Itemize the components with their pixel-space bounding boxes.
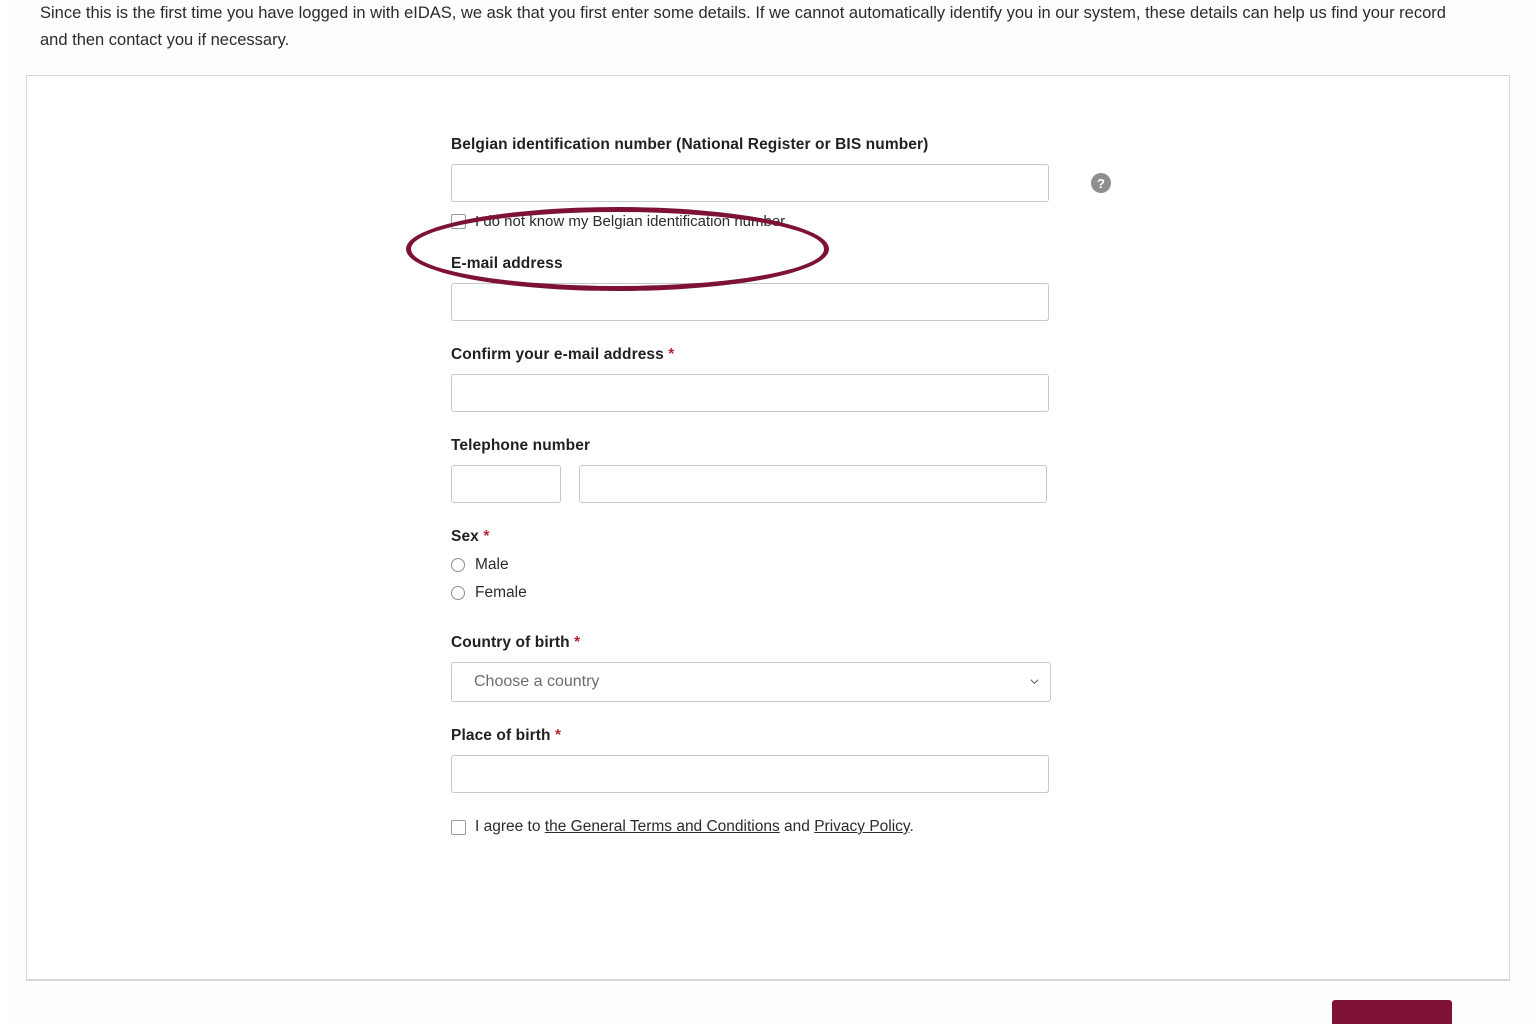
place-of-birth-required-mark: * bbox=[555, 727, 562, 744]
field-sex bbox=[451, 528, 1151, 602]
place-of-birth-label bbox=[451, 727, 1151, 745]
terms-checkbox[interactable] bbox=[451, 820, 466, 835]
sex-label-text: Sex bbox=[451, 528, 479, 545]
email-confirm-required-mark: * bbox=[668, 346, 675, 363]
terms-text bbox=[475, 818, 914, 836]
national-number-label: Belgian identification number (National Register or BIS number) bbox=[451, 136, 929, 153]
country-of-birth-select[interactable]: Choose a country bbox=[451, 662, 1051, 702]
help-icon[interactable]: ? bbox=[1091, 173, 1111, 193]
privacy-policy-link[interactable]: Privacy Policy bbox=[814, 818, 910, 835]
terms-prefix: I agree to bbox=[475, 818, 545, 835]
email-label: E-mail address bbox=[451, 255, 563, 272]
email-confirm-label bbox=[451, 346, 1151, 364]
submit-button[interactable] bbox=[1332, 1000, 1452, 1024]
terms-suffix: . bbox=[909, 818, 914, 835]
radio-female[interactable] bbox=[451, 586, 465, 600]
field-national-number bbox=[451, 136, 1151, 230]
sex-required-mark: * bbox=[483, 528, 490, 545]
terms-middle: and bbox=[779, 818, 815, 835]
telephone-number-input[interactable] bbox=[579, 465, 1047, 503]
national-number-input[interactable] bbox=[451, 164, 1049, 202]
footer-divider bbox=[26, 980, 1510, 981]
unknown-number-checkbox-row[interactable] bbox=[451, 213, 1151, 230]
country-of-birth-label bbox=[451, 634, 1151, 652]
sex-label bbox=[451, 528, 1151, 546]
field-telephone bbox=[451, 437, 1151, 503]
place-of-birth-label-text: Place of birth bbox=[451, 727, 551, 744]
unknown-number-checkbox-label: I do not know my Belgian identification number bbox=[475, 213, 786, 230]
email-confirm-label-text: Confirm your e-mail address bbox=[451, 346, 664, 363]
place-of-birth-input[interactable] bbox=[451, 755, 1049, 793]
field-email-confirm bbox=[451, 346, 1151, 412]
left-edge-strip bbox=[0, 0, 8, 1024]
country-of-birth-label-text: Country of birth bbox=[451, 634, 570, 651]
radio-female-label: Female bbox=[475, 584, 527, 601]
email-confirm-input[interactable] bbox=[451, 374, 1049, 412]
field-email bbox=[451, 255, 1151, 321]
field-place-of-birth bbox=[451, 727, 1151, 793]
field-country-of-birth bbox=[451, 634, 1151, 702]
sex-option-female[interactable] bbox=[451, 584, 1151, 602]
telephone-row bbox=[451, 465, 1151, 503]
country-of-birth-select-wrap bbox=[451, 662, 1051, 702]
terms-conditions-link[interactable]: the General Terms and Conditions bbox=[544, 818, 780, 835]
sex-option-male[interactable] bbox=[451, 556, 1151, 574]
telephone-prefix-input[interactable] bbox=[451, 465, 561, 503]
unknown-number-checkbox[interactable] bbox=[451, 214, 466, 229]
intro-text: Since this is the first time you have logged in with eIDAS, we ask that you first enter some details. If we cannot automatically identify you in our system, these details can help us find your record and then contact you if necessary. bbox=[40, 4, 1446, 49]
telephone-label: Telephone number bbox=[451, 437, 591, 454]
form-column bbox=[451, 136, 1151, 836]
terms-row[interactable] bbox=[451, 818, 1151, 836]
radio-male-label: Male bbox=[475, 556, 509, 573]
email-input[interactable] bbox=[451, 283, 1049, 321]
national-number-row bbox=[451, 164, 1151, 202]
form-card bbox=[26, 75, 1510, 980]
radio-male[interactable] bbox=[451, 558, 465, 572]
country-of-birth-required-mark: * bbox=[574, 634, 581, 651]
